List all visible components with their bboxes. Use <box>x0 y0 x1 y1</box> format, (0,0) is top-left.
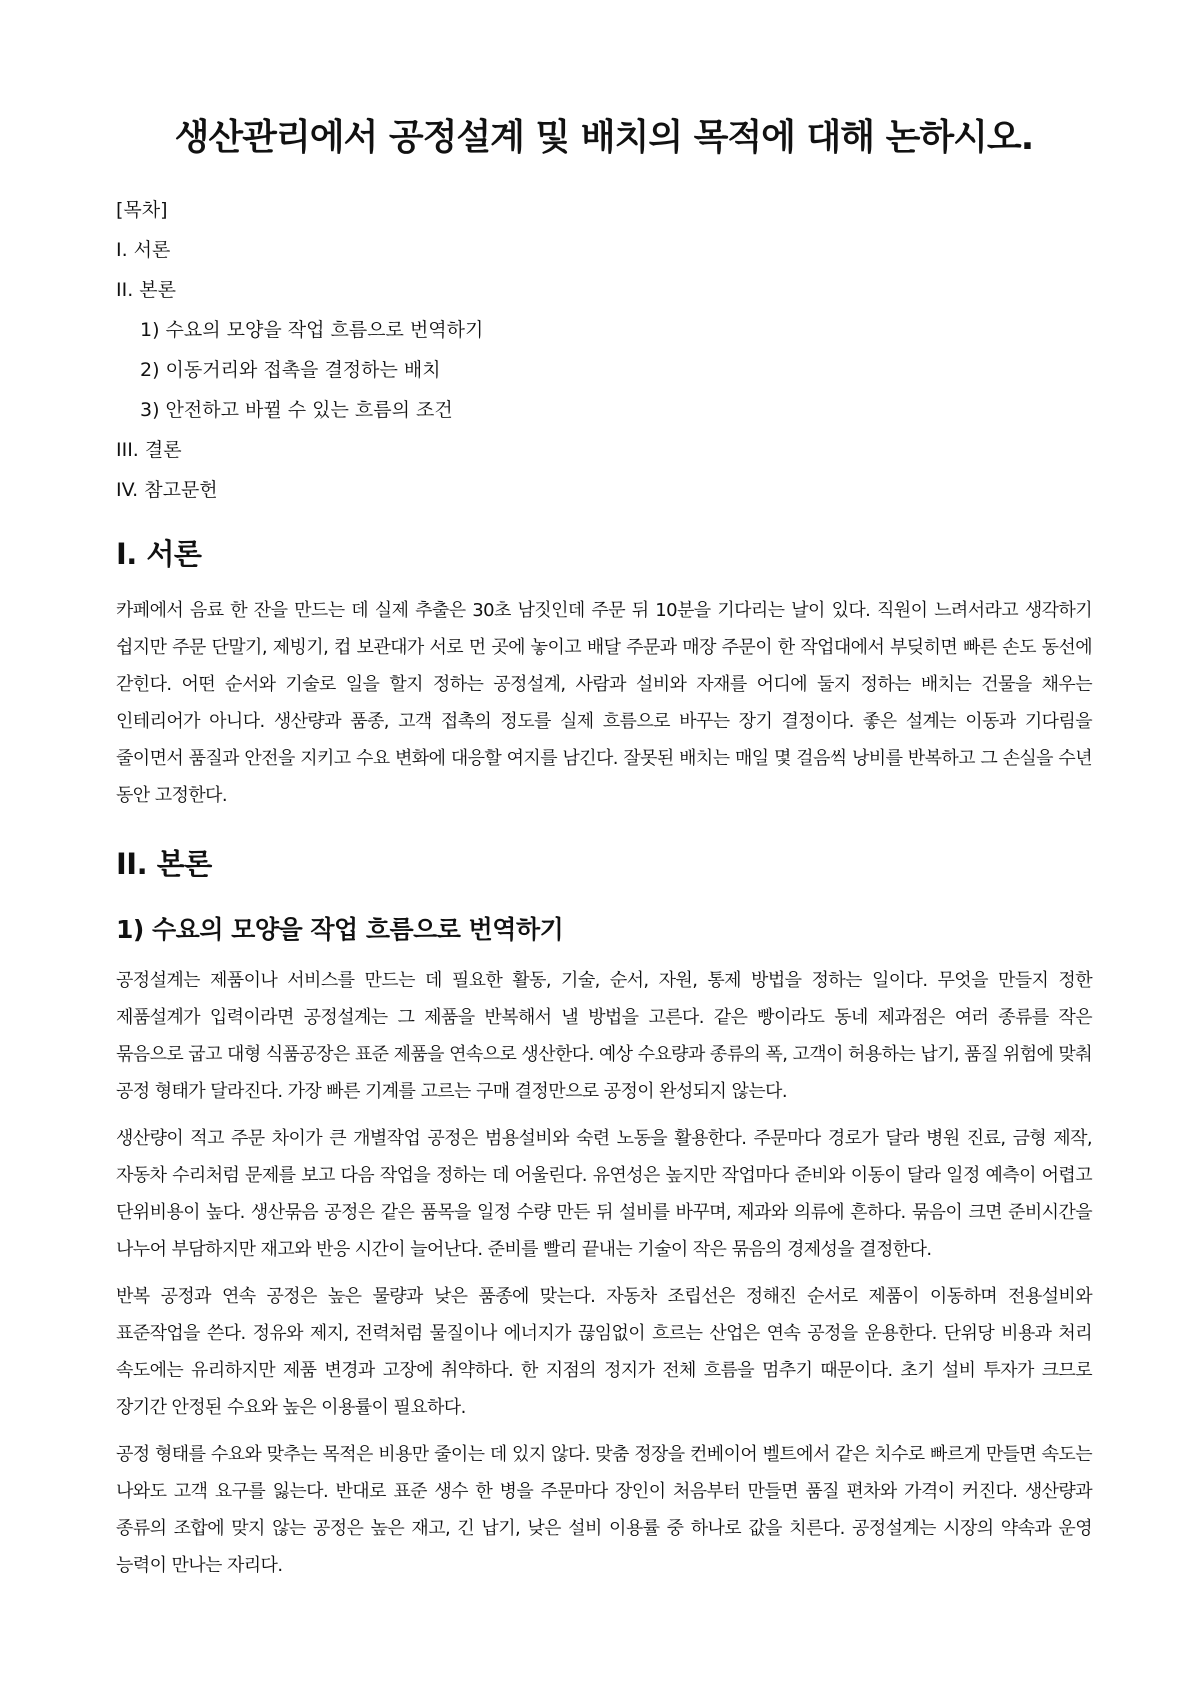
introduction-paragraph: 카페에서 음료 한 잔을 만드는 데 실제 추출은 30초 남짓인데 주문 뒤 10분을 기다리는 날이 있다. 직원이 느려서라고 생각하기 쉽지만 주문 단말기, 제빙기, 컵 보관대가 서로 먼 곳에 놓이고 배달 주문과 매장 주문이 한 작업대에서 부딪히면 빠른 손도 동선에 갇힌다. 어떤 순서와 기술로 일을 할지 정하는 공정설계, 사람과 설비와 자재를 어디에 둘지 정하는 배치는 건물을 채우는 인테리어가 아니다. 생산량과 품종, 고객 접촉의 정도를 실제 흐름으로 바꾸는 장기 결정이다. 좋은 설계는 이동과 기다림을 줄이면서 품질과 안전을 지키고 수요 변화에 대응할 여지를 남긴다. 잘못된 배치는 매일 몇 걸음씩 낭비를 반복하고 그 손실을 수년 동안 고정한다. <box>116 600 1092 806</box>
document-title: 생산관리에서 공정설계 및 배치의 목적에 대해 논하시오. <box>174 117 1034 158</box>
subsection-1-paragraph: 공정 형태를 수요와 맞추는 목적은 비용만 줄이는 데 있지 않다. 맞춤 정장을 컨베이어 벨트에서 같은 치수로 빠르게 만들면 속도는 나와도 고객 요구를 잃는다. 반대로 표준 생수 한 병을 주문마다 장인이 처음부터 만들면 품질 편차와 가격이 커진다. 생산량과 종류의 조합에 맞지 않는 공정은 높은 재고, 긴 납기, 낮은 설비 이용률 중 하나로 값을 치른다. 공정설계는 시장의 약속과 운영 능력이 만나는 자리다. <box>116 1444 1092 1576</box>
subsection-1-paragraph: 생산량이 적고 주문 차이가 큰 개별작업 공정은 범용설비와 숙련 노동을 활용한다. 주문마다 경로가 달라 병원 진료, 금형 제작, 자동차 수리처럼 문제를 보고 다음 작업을 정하는 데 어울린다. 유연성은 높지만 작업마다 준비와 이동이 달라 일정 예측이 어렵고 단위비용이 높다. 생산묶음 공정은 같은 품목을 일정 수량 만든 뒤 설비를 바꾸며, 제과와 의류에 흔하다. 묶음이 크면 준비시간을 나누어 부담하지만 재고와 반응 시간이 늘어난다. 준비를 빨리 끝내는 기술이 작은 묶음의 경제성을 결정한다. <box>116 1128 1092 1260</box>
table-of-contents <box>116 190 1092 510</box>
body-section <box>116 842 1092 1584</box>
subsection-1-paragraph: 반복 공정과 연속 공정은 높은 물량과 낮은 품종에 맞는다. 자동차 조립선은 정해진 순서로 제품이 이동하며 전용설비와 표준작업을 쓴다. 정유와 제지, 전력처럼 물질이나 에너지가 끊임없이 흐르는 산업은 연속 공정을 운용한다. 단위당 비용과 처리 속도에는 유리하지만 제품 변경과 고장에 취약하다. 한 지점의 정지가 전체 흐름을 멈추기 때문이다. 초기 설비 투자가 크므로 장기간 안정된 수요와 높은 이용률이 필요하다. <box>116 1286 1092 1418</box>
subsection-1-paragraph: 공정설계는 제품이나 서비스를 만드는 데 필요한 활동, 기술, 순서, 자원, 통제 방법을 정하는 일이다. 무엇을 만들지 정한 제품설계가 입력이라면 공정설계는 그 제품을 반복해서 낼 방법을 고른다. 같은 빵이라도 동네 제과점은 여러 종류를 작은 묶음으로 굽고 대형 식품공장은 표준 제품을 연속으로 생산한다. 예상 수요량과 종류의 폭, 고객이 허용하는 납기, 품질 위험에 맞춰 공정 형태가 달라진다. 가장 빠른 기계를 고르는 구매 결정만으로 공정이 완성되지 않는다. <box>116 970 1092 1102</box>
toc-item-introduction: I. 서론 <box>116 239 171 261</box>
introduction-heading: I. 서론 <box>116 537 202 571</box>
subsection-1-heading: 1) 수요의 모양을 작업 흐름으로 번역하기 <box>116 915 564 944</box>
toc-item-body: II. 본론 <box>116 279 176 301</box>
subsection-1 <box>116 910 1092 1584</box>
toc-label: [목차] <box>116 199 168 221</box>
toc-item-body-sub-2: 2) 이동거리와 접촉을 결정하는 배치 <box>140 359 441 381</box>
introduction-section <box>116 532 1092 814</box>
toc-item-body-sub-1: 1) 수요의 모양을 작업 흐름으로 번역하기 <box>140 319 484 341</box>
toc-item-body-sub-3: 3) 안전하고 바뀔 수 있는 흐름의 조건 <box>140 399 453 421</box>
toc-item-conclusion: III. 결론 <box>116 439 182 461</box>
toc-item-references: IV. 참고문헌 <box>116 479 218 501</box>
body-heading: II. 본론 <box>116 847 212 881</box>
